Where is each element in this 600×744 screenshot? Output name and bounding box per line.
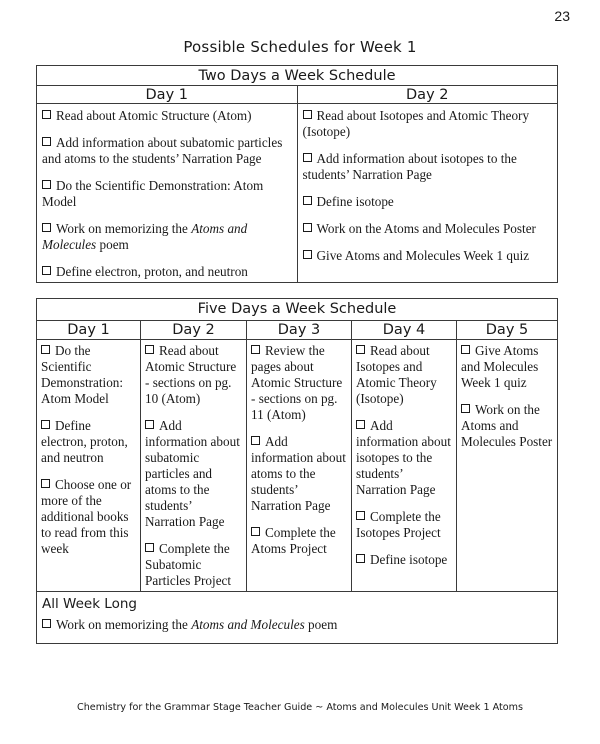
task-item <box>356 418 453 498</box>
task-item <box>41 418 137 466</box>
day-header: Day 1 <box>37 86 298 104</box>
checkbox-icon <box>303 153 312 162</box>
checkbox-icon <box>41 479 50 488</box>
task-text: Work on memorizing the <box>56 221 192 236</box>
checkbox-icon <box>356 345 365 354</box>
day-header: Day 5 <box>457 320 558 339</box>
checkbox-icon <box>41 420 50 429</box>
task-item <box>303 108 554 140</box>
task-item <box>461 402 554 450</box>
page-number: 23 <box>554 8 570 24</box>
day-header: Day 2 <box>141 320 247 339</box>
checkbox-icon <box>42 619 51 628</box>
checkbox-icon <box>145 420 154 429</box>
task-text: Do the Scientific Demonstration: Atom Model <box>41 343 124 407</box>
checkbox-icon <box>303 250 312 259</box>
task-item <box>251 434 348 514</box>
task-text: Add information about subatomic particles and atoms to the students’ Narration Page <box>145 418 240 530</box>
day-tasks-cell <box>457 340 558 592</box>
checkbox-icon <box>251 345 260 354</box>
day-header: Day 3 <box>247 320 352 339</box>
checkbox-icon <box>42 180 51 189</box>
task-text: Complete the Atoms Project <box>251 525 336 557</box>
day-tasks-cell <box>37 104 298 283</box>
task-text: Define isotope <box>370 552 448 568</box>
two-days-heading: Two Days a Week Schedule <box>37 66 558 86</box>
task-text: Give Atoms and Molecules Week 1 quiz <box>461 343 539 391</box>
task-text: Work on the Atoms and Molecules Poster <box>461 402 553 450</box>
day-header-row <box>37 320 558 339</box>
task-text: Work on the Atoms and Molecules Poster <box>316 221 536 236</box>
task-text: poem <box>304 617 338 633</box>
task-item <box>41 343 137 407</box>
checkbox-icon <box>303 196 312 205</box>
day-tasks-cell <box>247 340 352 592</box>
tasks-row <box>37 340 558 592</box>
checkbox-icon <box>42 223 51 232</box>
table-title-row <box>37 66 558 86</box>
task-text: Read about Atomic Structure - sections on pg. 10 (Atom) <box>145 343 237 407</box>
tasks-row <box>37 104 558 283</box>
checkbox-icon <box>42 110 51 119</box>
task-item <box>42 135 293 167</box>
page-title: Possible Schedules for Week 1 <box>183 38 417 56</box>
task-text: Work on memorizing the <box>56 617 192 633</box>
task-item <box>356 343 453 407</box>
task-item <box>145 343 243 407</box>
table-title-row <box>37 299 558 321</box>
task-text: Complete the Isotopes Project <box>356 509 441 541</box>
task-text: Complete the Subatomic Particles Project <box>145 541 232 589</box>
day-tasks-cell <box>37 340 141 592</box>
task-text: Review the pages about Atomic Structure - sections on pg. 11 (Atom) <box>251 343 343 423</box>
task-item <box>303 194 554 210</box>
five-days-heading: Five Days a Week Schedule <box>37 299 558 321</box>
task-text: Read about Isotopes and Atomic Theory (Isotope) <box>356 343 437 407</box>
all-week-cell <box>37 592 558 644</box>
task-text: Read about Isotopes and Atomic Theory (Isotope) <box>302 108 530 139</box>
task-item <box>251 343 348 423</box>
day-tasks-cell <box>297 104 558 283</box>
day-header: Day 2 <box>297 86 558 104</box>
day-header: Day 1 <box>37 320 141 339</box>
page-footer: Chemistry for the Grammar Stage Teacher Guide ~ Atoms and Molecules Unit Week 1 Atoms <box>77 702 523 713</box>
task-text: Add information about isotopes to the students’ Narration Page <box>356 418 451 498</box>
checkbox-icon <box>356 511 365 520</box>
checkbox-icon <box>461 345 470 354</box>
task-text: Read about Atomic Structure (Atom) <box>56 108 252 123</box>
task-item <box>356 509 453 541</box>
task-item <box>303 151 554 183</box>
checkbox-icon <box>303 110 312 119</box>
checkbox-icon <box>42 137 51 146</box>
task-text: Choose one or more of the additional books to read from this week <box>41 477 132 557</box>
task-item <box>303 248 554 264</box>
task-text: Do the Scientific Demonstration: Atom Model <box>42 178 264 209</box>
day-tasks-cell <box>352 340 457 592</box>
task-text: Add information about atoms to the students’ Narration Page <box>251 434 346 514</box>
task-item <box>42 178 293 210</box>
task-item <box>303 221 554 237</box>
task-item <box>461 343 554 391</box>
checkbox-icon <box>145 345 154 354</box>
task-text-italic: Atoms and Molecules <box>191 617 305 633</box>
task-text: Define electron, proton, and neutron <box>41 418 128 466</box>
task-item <box>42 108 293 124</box>
task-item <box>251 525 348 557</box>
day-header-row <box>37 86 558 104</box>
task-item <box>42 221 293 253</box>
task-item <box>145 541 243 589</box>
five-days-schedule-table <box>36 298 558 644</box>
two-days-schedule-table <box>36 65 558 283</box>
task-text: Give Atoms and Molecules Week 1 quiz <box>316 248 530 263</box>
task-item <box>356 552 453 568</box>
task-text: Add information about isotopes to the students’ Narration Page <box>302 151 517 182</box>
checkbox-icon <box>42 266 51 275</box>
task-text: Define electron, proton, and neutron <box>56 264 248 279</box>
checkbox-icon <box>251 436 260 445</box>
task-text-italic: Atoms and Molecules <box>42 221 248 252</box>
task-item <box>42 617 552 633</box>
all-week-title: All Week Long <box>42 596 137 613</box>
task-text: Add information about subatomic particles and atoms to the students’ Narration Page <box>42 135 283 166</box>
checkbox-icon <box>356 554 365 563</box>
task-item <box>42 264 293 280</box>
checkbox-icon <box>356 420 365 429</box>
task-item <box>41 477 137 557</box>
day-tasks-cell <box>141 340 247 592</box>
all-week-row <box>37 592 558 644</box>
checkbox-icon <box>303 223 312 232</box>
task-item <box>145 418 243 530</box>
checkbox-icon <box>41 345 50 354</box>
task-text: Define isotope <box>316 194 394 209</box>
day-header: Day 4 <box>352 320 457 339</box>
checkbox-icon <box>145 543 154 552</box>
task-text: poem <box>96 237 129 252</box>
checkbox-icon <box>461 404 470 413</box>
checkbox-icon <box>251 527 260 536</box>
